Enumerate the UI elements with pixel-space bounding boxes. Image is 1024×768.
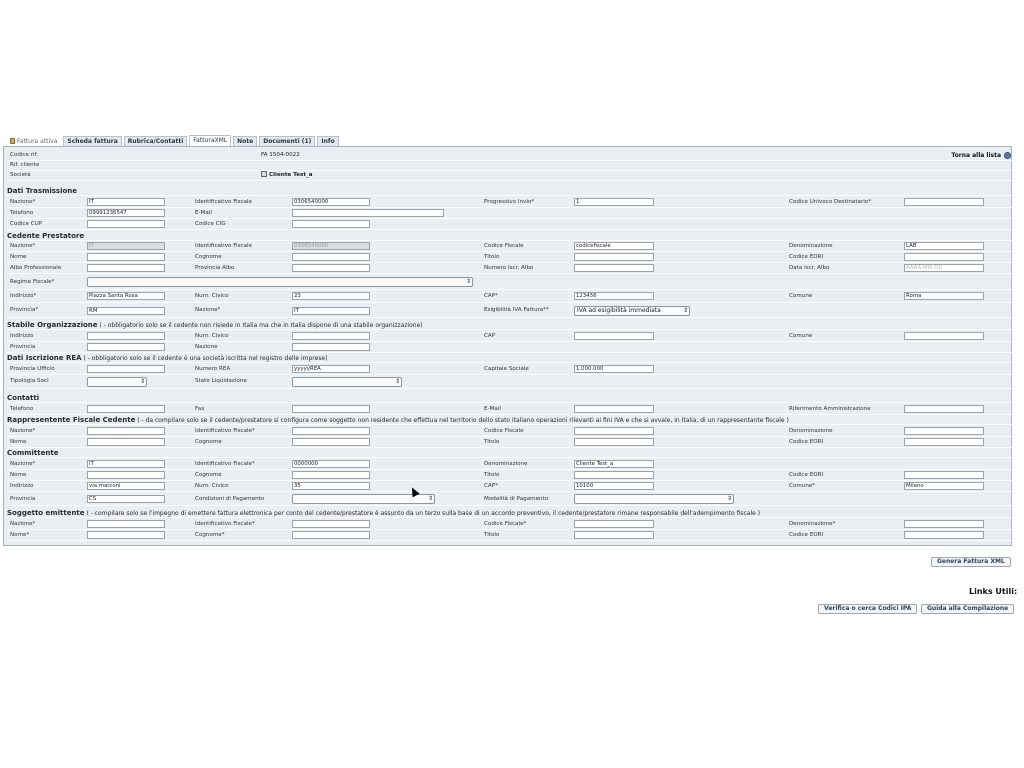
comm-nome-input[interactable]	[87, 471, 165, 479]
comm-cap-input[interactable]: 10100	[574, 482, 654, 490]
comm-codice-eori-input[interactable]	[904, 471, 984, 479]
label-provincia-ufficio: Provincia Ufficio	[10, 366, 55, 372]
row-societa	[7, 170, 1013, 181]
esigibilita-iva-select[interactable]	[574, 306, 690, 316]
contatti-email-input[interactable]	[574, 405, 654, 413]
label-indirizzo: Indirizzo*	[10, 293, 37, 299]
label-stato-liquidazione: Stato Liquidazione	[195, 378, 247, 384]
rapp-id-fiscale-input[interactable]	[292, 427, 370, 435]
section-contatti: Contatti	[7, 393, 1013, 403]
label-cognome: Cognome	[195, 439, 222, 445]
label-codice-eori: Codice EORI	[789, 532, 824, 538]
row-trasm-1	[7, 197, 1013, 208]
comm-comune-input[interactable]: Milano	[904, 482, 984, 490]
label-titolo: Titolo	[484, 532, 500, 538]
row-ced-3	[7, 263, 1013, 274]
section-note: ( - obbligatorio solo se il cedente è una società iscritta nel registro delle imprese)	[81, 355, 328, 362]
label-titolo: Titolo	[484, 472, 500, 478]
ced-id-fiscale-input[interactable]: 0306540000	[292, 242, 370, 250]
label-num-civico: Num. Civico	[195, 293, 229, 299]
row-rapp-1	[7, 426, 1013, 437]
label-codice-eori: Codice EORI	[789, 472, 824, 478]
label-condizioni-pagamento: Condizioni di Pagamento	[195, 496, 265, 502]
label-nazione: Nazione*	[10, 521, 36, 527]
label-denominazione: Denominazione	[789, 243, 833, 249]
label-id-fiscale: Identificativo Fiscale*	[195, 461, 255, 467]
links-utili-title: Links Utili:	[969, 587, 1018, 596]
rea-provincia-ufficio-input[interactable]	[87, 365, 165, 373]
select-arrows-icon: ⇕	[427, 495, 433, 502]
label-denominazione: Denominazione*	[789, 521, 836, 527]
codice-rif-label: Codice rif.	[10, 152, 38, 158]
trasm-nazione-input[interactable]: IT	[87, 198, 165, 206]
trasm-email-input[interactable]	[292, 209, 444, 217]
section-title: Soggetto emittente	[7, 509, 85, 517]
ced-titolo-input[interactable]	[574, 253, 654, 261]
comm-nazione-input[interactable]: IT	[87, 460, 165, 468]
rea-numero-input[interactable]: yyyyyREA	[292, 365, 370, 373]
stato-liquidazione-select[interactable]	[292, 377, 402, 387]
label-denominazione: Denominazione	[789, 428, 833, 434]
regime-fiscale-select[interactable]	[87, 277, 473, 287]
label-cap: CAP	[484, 333, 496, 339]
section-title: Dati Iscrizione REA	[7, 354, 82, 362]
select-arrows-icon: ⇕	[394, 378, 400, 385]
row-rea-2	[7, 375, 1013, 389]
rapp-nome-input[interactable]	[87, 438, 165, 446]
stab-indirizzo-input[interactable]	[87, 332, 165, 340]
genera-fattura-xml-button[interactable]: Genera Fattura XML	[931, 557, 1011, 567]
societa-value[interactable]	[261, 170, 313, 181]
label-telefono: Telefono	[10, 210, 34, 216]
sogg-codice-eori-input[interactable]	[904, 531, 984, 539]
rif-amministrazione-input[interactable]	[904, 405, 984, 413]
label-titolo: Titolo	[484, 254, 500, 260]
label-num-civico: Num. Civico	[195, 333, 229, 339]
label-telefono: Telefono	[10, 406, 34, 412]
rapp-cognome-input[interactable]	[292, 438, 370, 446]
tab-label: Fattura attiva	[17, 138, 58, 145]
row-comm-3	[7, 481, 1013, 492]
section-note: ( - da compilare solo se il cedente/prestatore si configura come soggetto non residente che effettua nel territorio dello stato italiano operazioni rilevanti ai fini IVA e che si avvale, in Italia, di un rappresentante fiscale )	[135, 417, 789, 424]
codice-cig-input[interactable]	[292, 220, 370, 228]
comm-id-fiscale-input[interactable]: 0000000	[292, 460, 370, 468]
label-nazione: Nazione*	[10, 428, 36, 434]
row-ced-regime	[7, 275, 1013, 290]
label-indirizzo: Indirizzo	[10, 483, 34, 489]
row-ced-5	[7, 304, 1013, 318]
fattura-xml-panel	[3, 146, 1012, 546]
ced-data-albo-input[interactable]: AAAA-MM-DD	[904, 264, 984, 272]
label-cap: CAP*	[484, 293, 498, 299]
guida-compilazione-button[interactable]: Guida alla Compilazione	[921, 604, 1014, 614]
label-provincia-albo: Provincia Albo	[195, 265, 235, 271]
ced-codice-eori-input[interactable]	[904, 253, 984, 261]
trasm-id-fiscale-input[interactable]: 0306540000	[292, 198, 370, 206]
ced-numero-albo-input[interactable]	[574, 264, 654, 272]
modalita-pagamento-select[interactable]	[574, 494, 734, 504]
label-nazione: Nazione*	[10, 243, 36, 249]
ced-provincia-albo-input[interactable]	[292, 264, 370, 272]
tab-fattura-attiva[interactable]	[6, 136, 61, 146]
ced-albo-input[interactable]	[87, 264, 165, 272]
section-stabile	[7, 320, 1013, 330]
tab-bar	[6, 135, 339, 146]
section-title: Rappresentente Fiscale Cedente	[7, 416, 136, 424]
row-rea-1	[7, 364, 1013, 375]
back-arrow-icon	[1004, 152, 1011, 159]
label-id-fiscale: Identificativo Fiscale	[195, 199, 252, 205]
stab-comune-input[interactable]	[904, 332, 984, 340]
section-cedente: Cedente Prestatore	[7, 231, 1013, 241]
row-sogg-2	[7, 530, 1013, 541]
section-committente: Committente	[7, 448, 1013, 458]
ced-num-civico-input[interactable]: 23	[292, 292, 370, 300]
label-cognome: Cognome	[195, 254, 222, 260]
stab-num-civico-input[interactable]	[292, 332, 370, 340]
ced-codice-fiscale-input[interactable]: codicefiscale	[574, 242, 654, 250]
label-numero-rea: Numero REA	[195, 366, 231, 372]
contact-card-icon	[261, 171, 267, 177]
ced-nazione2-input[interactable]: IT	[292, 307, 370, 315]
comm-denominazione-input[interactable]: Cliente Test_a	[574, 460, 654, 468]
label-tipologia-soci: Tipologia Soci	[10, 378, 49, 384]
label-nazione: Nazione*	[10, 199, 36, 205]
societa-label: Società	[10, 172, 31, 178]
label-codice-cig: Codice CIG	[195, 221, 226, 227]
ced-nazione-input[interactable]: IT	[87, 242, 165, 250]
label-email: E-Mail	[195, 210, 212, 216]
label-cognome: Cognome	[195, 472, 222, 478]
ced-cap-input[interactable]: 123456	[574, 292, 654, 300]
label-data-albo: Data Iscr. Albo	[789, 265, 830, 271]
sogg-codice-fiscale-input[interactable]	[574, 520, 654, 528]
select-arrows-icon: ⇕	[682, 307, 688, 314]
ced-nome-input[interactable]	[87, 253, 165, 261]
sogg-id-fiscale-input[interactable]	[292, 520, 370, 528]
label-nome: Nome	[10, 472, 27, 478]
label-codice-fiscale: Codice Fiscale*	[484, 521, 527, 527]
rapp-codice-eori-input[interactable]	[904, 438, 984, 446]
codice-cup-input[interactable]	[87, 220, 165, 228]
ced-provincia-input[interactable]: RM	[87, 307, 165, 315]
tipologia-soci-select[interactable]	[87, 377, 147, 387]
row-sogg-1	[7, 519, 1013, 530]
label-cap: CAP*	[484, 483, 498, 489]
row-trasm-2	[7, 208, 1013, 219]
comm-titolo-input[interactable]	[574, 471, 654, 479]
label-numero-albo: Numero Iscr. Albo	[484, 265, 534, 271]
sogg-nazione-input[interactable]	[87, 520, 165, 528]
tab-rubrica-contatti[interactable]: Rubrica/Contatti	[124, 136, 188, 146]
label-num-civico: Num. Civico	[195, 483, 229, 489]
sogg-cognome-input[interactable]	[292, 531, 370, 539]
comm-provincia-input[interactable]: CS	[87, 495, 165, 503]
label-provincia: Provincia	[10, 344, 36, 350]
section-title: Stabile Organizzazione	[7, 321, 98, 329]
label-comune: Comune*	[789, 483, 816, 489]
rapp-nazione-input[interactable]	[87, 427, 165, 435]
label-codice-fiscale: Codice Fiscale	[484, 428, 524, 434]
label-email: E-Mail	[484, 406, 501, 412]
row-stab-1	[7, 331, 1013, 342]
row-ced-1	[7, 241, 1013, 252]
row-comm-4	[7, 492, 1013, 506]
trasm-progressivo-input[interactable]: 1	[574, 198, 654, 206]
label-comune: Comune	[789, 333, 813, 339]
label-provincia: Provincia*	[10, 307, 39, 313]
stab-provincia-input[interactable]	[87, 343, 165, 351]
label-nazione: Nazione*	[10, 461, 36, 467]
label-codice-cup: Codice CUP	[10, 221, 43, 227]
label-progressivo: Progressivo Invio*	[484, 199, 535, 205]
label-capitale: Capitale Sociale	[484, 366, 529, 372]
verifica-codici-ipa-button[interactable]: Verifica o cerca Codici IPA	[818, 604, 917, 614]
select-arrows-icon: ⇕	[139, 378, 145, 385]
label-cognome: Cognome*	[195, 532, 225, 538]
label-nazione: Nazione*	[195, 307, 221, 313]
row-ced-2	[7, 252, 1013, 263]
section-soggetto-emittente	[7, 508, 1013, 518]
ced-comune-input[interactable]: Roma	[904, 292, 984, 300]
section-rappresentante	[7, 415, 1013, 425]
comm-num-civico-input[interactable]: 35	[292, 482, 370, 490]
label-id-fiscale: Identificativo Fiscale*	[195, 428, 255, 434]
sogg-titolo-input[interactable]	[574, 531, 654, 539]
ced-denominazione-input[interactable]: LAB	[904, 242, 984, 250]
tab-info[interactable]: Info	[317, 136, 338, 146]
societa-name: Cliente Test_a	[269, 172, 313, 178]
row-rapp-2	[7, 437, 1013, 448]
label-provincia: Provincia	[10, 496, 36, 502]
label-comune: Comune	[789, 293, 813, 299]
rapp-titolo-input[interactable]	[574, 438, 654, 446]
esigibilita-value: IVA ad esigibilità immediata	[577, 307, 661, 314]
label-codice-eori: Codice EORI	[789, 254, 824, 260]
tab-scheda-fattura[interactable]: Scheda fattura	[63, 136, 121, 146]
rea-capitale-input[interactable]: 1.000.000	[574, 365, 654, 373]
label-rif-amministrazione: Riferimento Amministrazione	[789, 406, 871, 412]
label-id-fiscale: Identificativo Fiscale	[195, 243, 252, 249]
contatti-telefono-input[interactable]	[87, 405, 165, 413]
label-fax: Fax	[195, 406, 205, 412]
tab-documenti[interactable]: Documenti (1)	[259, 136, 315, 146]
label-codice-eori: Codice EORI	[789, 439, 824, 445]
contatti-fax-input[interactable]	[292, 405, 370, 413]
label-esigibilita: Esigibilità IVA Fattura**	[484, 307, 549, 313]
label-titolo: Titolo	[484, 439, 500, 445]
label-codice-univoco: Codice Univoco Destinatario*	[789, 199, 872, 205]
comm-cognome-input[interactable]	[292, 471, 370, 479]
stab-nazione-input[interactable]	[292, 343, 370, 351]
label-nome: Nome	[10, 254, 27, 260]
label-indirizzo: Indirizzo	[10, 333, 34, 339]
trasm-codice-univoco-input[interactable]	[904, 198, 984, 206]
row-trasm-3	[7, 219, 1013, 230]
codice-rif-value: FA 1504-0022	[261, 152, 300, 158]
label-nazione: Nazione	[195, 344, 218, 350]
tab-note[interactable]: Note	[233, 136, 257, 146]
section-rea	[7, 353, 1013, 363]
label-nome: Nome*	[10, 532, 30, 538]
select-arrows-icon: ⇕	[726, 495, 732, 502]
row-comm-2	[7, 470, 1013, 481]
sogg-nome-input[interactable]	[87, 531, 165, 539]
ced-cognome-input[interactable]	[292, 253, 370, 261]
torna-label: Torna alla lista	[951, 152, 1001, 159]
trasm-telefono-input[interactable]: 09991236547	[87, 209, 165, 217]
label-id-fiscale: Identificativo Fiscale*	[195, 521, 255, 527]
rapp-codice-fiscale-input[interactable]	[574, 427, 654, 435]
rif-cliente-label: Rif. cliente	[10, 162, 40, 168]
label-codice-fiscale: Codice Fiscale	[484, 243, 524, 249]
stab-cap-input[interactable]	[574, 332, 654, 340]
row-comm-1	[7, 459, 1013, 470]
section-dati-trasmissione: Dati Trasmissione	[7, 186, 1013, 196]
label-regime: Regime Fiscale*	[10, 279, 55, 285]
select-arrows-icon: ⇕	[465, 278, 471, 285]
label-denominazione: Denominazione	[484, 461, 528, 467]
row-contatti	[7, 404, 1013, 415]
label-modalita-pagamento: Modalità di Pagamento	[484, 496, 549, 502]
section-note: ( - obbligatorio solo se il cedente non risiede in Italia ma che in Italia dispone di una stabile organizzazione)	[97, 322, 423, 329]
tab-fattura-xml[interactable]: FatturaXML	[189, 135, 231, 146]
label-nome: Nome	[10, 439, 27, 445]
row-ced-4	[7, 291, 1013, 303]
invoice-icon	[10, 138, 15, 144]
ced-indirizzo-input[interactable]: Piazza Santa Rosa	[87, 292, 165, 300]
section-note: ( - compilare solo se l'impegno di emettere fattura elettronica per conto del cedente/prestatore è assunto da un terzo sulla base di un accordo preventivo, il cedente/prestatore rimane responsabile dell'adempimento fiscale )	[84, 510, 761, 517]
sogg-denominazione-input[interactable]	[904, 520, 984, 528]
label-albo: Albo Professionale	[10, 265, 62, 271]
row-stab-2	[7, 342, 1013, 353]
rapp-denominazione-input[interactable]	[904, 427, 984, 435]
comm-indirizzo-input[interactable]: via marconi	[87, 482, 165, 490]
